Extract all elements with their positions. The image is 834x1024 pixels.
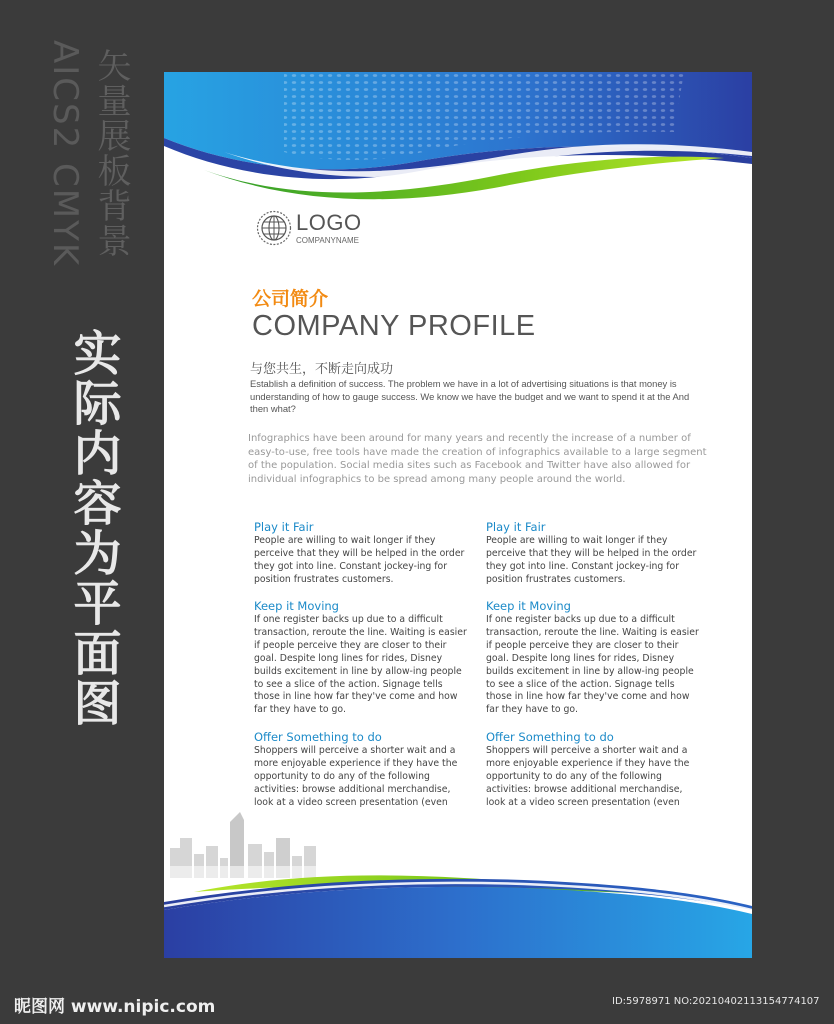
- section-heading: Play it Fair: [486, 520, 546, 534]
- section-body: Shoppers will perceive a shorter wait and a more enjoyable experience if they have the opportunity to do any of the following activities: browse additional merchandise, look at a video screen presentation (even: [254, 745, 458, 808]
- globe-icon: [256, 210, 292, 246]
- logo-text: LOGO: [296, 210, 362, 235]
- intro-paragraph-1: Establish a definition of success. The problem we have in a lot of advertising situations is that money is understanding of how to gauge success. We know we have the budget and we want to spend it at the And then what?: [250, 378, 690, 414]
- section-heading: Offer Something to do: [486, 730, 614, 744]
- section-offer-left: [254, 730, 468, 810]
- section-keep-moving-left: [254, 599, 468, 717]
- section-body: Shoppers will perceive a shorter wait and a more enjoyable experience if they have the opportunity to do any of the following activities: browse additional merchandise, look at a video screen presentation (even: [486, 745, 690, 808]
- slogan: 与您共生，不断走向成功: [250, 362, 394, 377]
- logo: [256, 210, 376, 250]
- section-keep-moving-right: [486, 599, 700, 717]
- side-cn-label: 矢量展板背景: [91, 48, 131, 258]
- footer-brand: 昵图网 www.nipic.com: [14, 997, 216, 1017]
- section-body: If one register backs up due to a difficult transaction, reroute the line. Waiting is easier if people perceive they are closer to their goal. Despite long lines for rides, Disney builds excitement in line by allow-ing people to see a slice of the action. Signage tells those in line how far they've come and how far they have to go.: [254, 614, 467, 716]
- section-play-fair-left: [254, 520, 468, 587]
- section-heading: Play it Fair: [254, 520, 314, 534]
- section-body: If one register backs up due to a difficult transaction, reroute the line. Waiting is easier if people perceive they are closer to their goal. Despite long lines for rides, Disney builds excitement in line by allow-ing people to see a slice of the action. Signage tells those in line how far they've come and how far they have to go.: [486, 614, 699, 716]
- bottom-wave-graphic: [164, 862, 752, 958]
- section-heading: Keep it Moving: [486, 599, 571, 613]
- logo-company-name: COMPANYNAME: [296, 236, 359, 245]
- section-body: People are willing to wait longer if they perceive that they will be helped in the order they got into line. Constant jockey-ing for position frustrates customers.: [254, 535, 465, 585]
- section-offer-right: [486, 730, 700, 810]
- section-play-fair-right: [486, 520, 700, 587]
- side-main-label: 实际内容为平面图: [65, 328, 121, 728]
- cn-title: 公司简介: [252, 288, 329, 310]
- section-heading: Keep it Moving: [254, 599, 339, 613]
- section-heading: Offer Something to do: [254, 730, 382, 744]
- page-title: COMPANY PROFILE: [252, 310, 536, 342]
- side-latin-label: AICS2 CMYK: [45, 40, 85, 268]
- intro-paragraph-2: Infographics have been around for many years and recently the increase of a number of easy-to-use, free tools have made the creation of infographics available to a large segment of the population. Social media sites such as Facebook and Twitter have also allowed for individual infographics to be spread among many people around the world.: [248, 433, 707, 485]
- section-body: People are willing to wait longer if they perceive that they will be helped in the order they got into line. Constant jockey-ing for position frustrates customers.: [486, 535, 697, 585]
- footer-id: ID:5978971 NO:20210402113154774107: [612, 996, 820, 1007]
- top-wave-graphic: [164, 72, 752, 212]
- poster: [164, 72, 752, 958]
